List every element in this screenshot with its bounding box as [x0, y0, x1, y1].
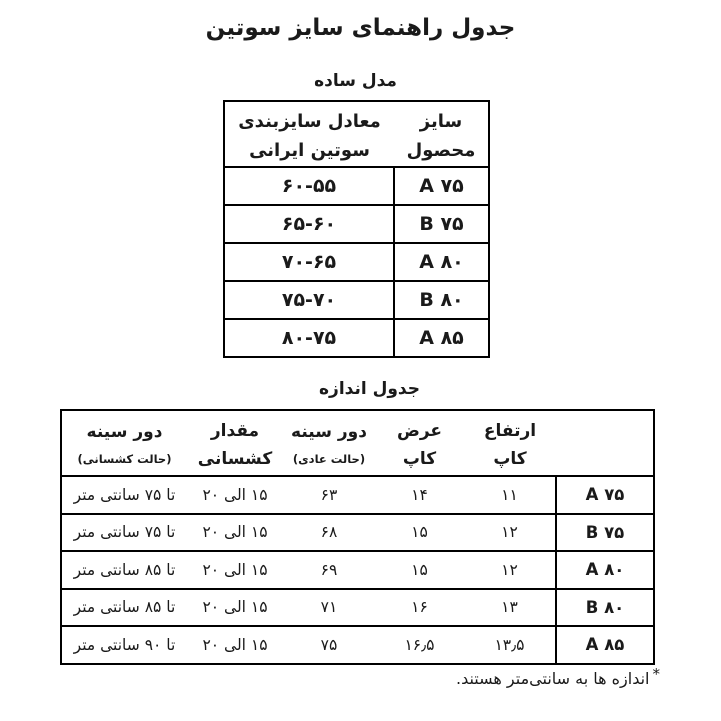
- header-iranian-equivalent: [224, 101, 394, 167]
- cell-cup-height: ۱۳: [464, 589, 556, 627]
- cell-bust-normal: ۷۱: [283, 589, 375, 627]
- footnote: [455, 665, 660, 688]
- cell-bust-stretched: تا ۸۵ سانتی متر: [61, 551, 187, 589]
- simple-table-label: مدل ساده: [314, 71, 397, 91]
- header-product-size-line1: سایز: [419, 110, 463, 132]
- cell-product-size: ۷۵ B: [394, 205, 489, 243]
- cell-iranian-equivalent: ۶۵-۶۰: [224, 205, 394, 243]
- table-row: [61, 626, 654, 664]
- header-cup-height-line1: ارتفاع: [483, 421, 537, 441]
- header-cup-height: [464, 410, 556, 476]
- cell-elasticity: ۱۵ الی ۲۰: [187, 514, 283, 552]
- table-row: [224, 243, 489, 281]
- cell-elasticity: ۱۵ الی ۲۰: [187, 589, 283, 627]
- table-row: [61, 551, 654, 589]
- header-bust-normal-line1: دور سینه: [291, 422, 367, 442]
- cell-cup-height: ۱۳٫۵: [464, 626, 556, 664]
- measurement-table: [60, 409, 655, 665]
- cell-product-size: ۸۵ A: [394, 319, 489, 357]
- cell-bust-normal: ۶۳: [283, 476, 375, 514]
- header-cup-width-line2: کاپ: [402, 449, 437, 469]
- cell-cup-height: ۱۲: [464, 514, 556, 552]
- header-bust-normal-line2: (حالت عادی): [292, 452, 366, 466]
- cell-size: ۷۵ B: [556, 514, 654, 552]
- header-elasticity-line1: مقدار: [210, 421, 260, 441]
- header-bust-stretched-line1: دور سینه: [86, 422, 163, 442]
- cell-cup-width: ۱۴: [375, 476, 464, 514]
- cell-iranian-equivalent: ۷۰-۶۵: [224, 243, 394, 281]
- table-row: [224, 167, 489, 205]
- cell-bust-stretched: تا ۸۵ سانتی متر: [61, 589, 187, 627]
- header-elasticity-line2: کشسانی: [197, 449, 273, 469]
- table-row: [61, 514, 654, 552]
- cell-cup-width: ۱۵: [375, 551, 464, 589]
- measurement-table-header-row: [61, 410, 654, 476]
- cell-size: ۸۰ A: [556, 551, 654, 589]
- cell-cup-width: ۱۵: [375, 514, 464, 552]
- header-iranian-equivalent-line2: سوتین ایرانی: [249, 139, 370, 161]
- header-cup-height-line2: کاپ: [493, 449, 527, 469]
- header-product-size: [394, 101, 489, 167]
- measurement-table-label: جدول اندازه: [319, 379, 420, 399]
- cell-elasticity: ۱۵ الی ۲۰: [187, 551, 283, 589]
- cell-cup-width: ۱۶٫۵: [375, 626, 464, 664]
- table-row: [224, 281, 489, 319]
- cell-bust-normal: ۶۹: [283, 551, 375, 589]
- cell-product-size: ۸۰ A: [394, 243, 489, 281]
- header-cup-width-line1: عرض: [396, 421, 443, 441]
- header-iranian-equivalent-line1: معادل سایزبندی: [238, 110, 381, 132]
- table-row: [224, 205, 489, 243]
- header-bust-normal: [283, 410, 375, 476]
- cell-product-size: ۷۵ A: [394, 167, 489, 205]
- cell-product-size: ۸۰ B: [394, 281, 489, 319]
- cell-bust-normal: ۶۸: [283, 514, 375, 552]
- footnote-text: اندازه ها به سانتی‌متر هستند.: [455, 669, 650, 688]
- simple-size-table: [223, 100, 490, 358]
- cell-cup-height: ۱۲: [464, 551, 556, 589]
- cell-iranian-equivalent: ۶۰-۵۵: [224, 167, 394, 205]
- cell-size: ۸۵ A: [556, 626, 654, 664]
- cell-size: ۷۵ A: [556, 476, 654, 514]
- simple-table-header-row: [224, 101, 489, 167]
- cell-cup-height: ۱۱: [464, 476, 556, 514]
- cell-elasticity: ۱۵ الی ۲۰: [187, 626, 283, 664]
- header-product-size-line2: محصول: [406, 139, 476, 161]
- table-row: [61, 476, 654, 514]
- cell-cup-width: ۱۶: [375, 589, 464, 627]
- cell-bust-normal: ۷۵: [283, 626, 375, 664]
- header-bust-stretched: [61, 410, 187, 476]
- table-row: [61, 589, 654, 627]
- header-bust-stretched-line2: (حالت کشسانی): [77, 452, 172, 466]
- cell-iranian-equivalent: ۷۵-۷۰: [224, 281, 394, 319]
- header-size-empty: [556, 410, 654, 476]
- header-elasticity: [187, 410, 283, 476]
- cell-elasticity: ۱۵ الی ۲۰: [187, 476, 283, 514]
- header-cup-width: [375, 410, 464, 476]
- cell-bust-stretched: تا ۷۵ سانتی متر: [61, 514, 187, 552]
- page-title: جدول راهنمای سایز سوتین: [205, 15, 516, 41]
- cell-bust-stretched: تا ۹۰ سانتی متر: [61, 626, 187, 664]
- cell-bust-stretched: تا ۷۵ سانتی متر: [61, 476, 187, 514]
- table-row: [224, 319, 489, 357]
- cell-size: ۸۰ B: [556, 589, 654, 627]
- cell-iranian-equivalent: ۸۰-۷۵: [224, 319, 394, 357]
- footnote-asterisk: *: [652, 665, 660, 683]
